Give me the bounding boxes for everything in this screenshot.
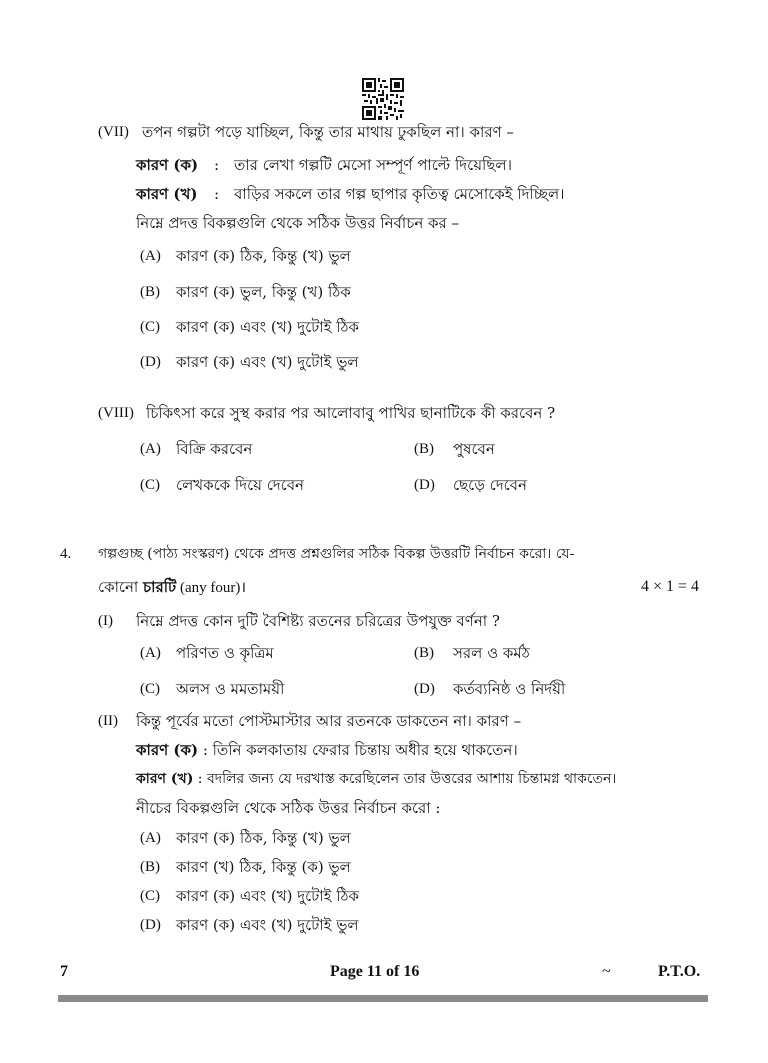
q4-sub1-option-a-label: (A): [140, 645, 161, 661]
q4-sub1-option-c-label: (C): [140, 681, 160, 697]
q4-sub1-option-b-text: সরল ও কর্মঠ: [453, 644, 530, 662]
q8-option-a-text: বিক্রি করবেন: [176, 440, 253, 458]
q8-option-c-label: (C): [140, 477, 160, 493]
q4-sub2-reason-2-label: কারণ (খ): [136, 771, 194, 787]
q4-line2-bold: চারটি: [143, 578, 177, 596]
q8-option-b-text: পুষবেন: [453, 440, 495, 458]
q4-sub2-reason-1-label: কারণ (ক): [136, 741, 199, 759]
question-4-number: 4.: [60, 546, 72, 562]
q4-sub2-reason-2: [136, 769, 616, 789]
question-8-number: (VIII): [98, 405, 134, 421]
paper-code: 7: [60, 963, 68, 980]
q4-sub1-option-b-label: (B): [414, 645, 434, 661]
q4-sub2-reason-2-text: : বদলির জন্য যে দরখাস্ত করেছিলেন তার উত্তরের আশায় চিন্তামগ্ন থাকতেন।: [197, 771, 617, 787]
q4-sub2-reason-1-text: : তিনি কলকাতায় ফেরার চিন্তায় অধীর হয়ে থাকতেন।: [202, 741, 518, 759]
footer-rule: [58, 995, 708, 1002]
qr-code-icon: [362, 78, 404, 120]
q4-sub2-option-d-label: (D): [140, 917, 161, 933]
question-4-marks: 4 × 1 = 4: [641, 578, 700, 595]
q4-sub1-text: নিম্নে প্রদত্ত কোন দুটি বৈশিষ্ট্য রতনের চরিত্রের উপযুক্ত বর্ণনা ?: [136, 612, 500, 630]
q7-option-d-text: কারণ (ক) এবং (খ) দুটোই ভুল: [176, 353, 359, 371]
q4-sub2-text: কিন্তু পূর্বের মতো পোস্টমাস্টার আর রতনকে ডাকতেন না। কারণ –: [136, 712, 522, 730]
footer-tilde: ~: [602, 963, 611, 980]
question-7-text: তপন গল্পটা পড়ে যাচ্ছিল, কিন্তু তার মাথায় ঢুকছিল না। কারণ –: [142, 123, 514, 141]
q8-option-a-label: (A): [140, 441, 161, 457]
question-8-text: চিকিৎসা করে সুস্থ করার পর আলোবাবু পাখির ছানাটিকে কী করবেন ?: [146, 404, 556, 422]
q4-sub2-option-c-text: কারণ (ক) এবং (খ) দুটোই ঠিক: [176, 887, 360, 905]
q4-line2-pre: কোনো: [98, 578, 144, 596]
q4-sub2-option-b-label: (B): [140, 859, 160, 875]
q8-option-b-label: (B): [414, 441, 434, 457]
q7-reason-2-sep: :: [214, 185, 220, 203]
q4-sub2-reason-1: [136, 740, 518, 760]
q4-sub1-number: (I): [98, 613, 113, 629]
q8-option-d-label: (D): [414, 477, 435, 493]
q4-sub2-option-b-text: কারণ (খ) ঠিক, কিন্তু (ক) ভুল: [176, 858, 351, 876]
q4-sub2-option-c-label: (C): [140, 888, 160, 904]
q7-reason-2-text: বাড়ির সকলে তার গল্প ছাপার কৃতিত্ব মেসোকেই দিচ্ছিল।: [234, 185, 565, 203]
q4-sub2-number: (II): [98, 713, 118, 729]
q4-line2-post: (any four)।: [176, 580, 247, 596]
q7-option-b-label: (B): [140, 284, 160, 300]
q7-option-c-text: কারণ (ক) এবং (খ) দুটোই ঠিক: [176, 318, 360, 336]
question-4-text-line2: [98, 577, 246, 598]
q7-reason-1-sep: :: [214, 156, 220, 174]
q7-reason-1-text: তার লেখা গল্পটি মেসো সম্পূর্ণ পাল্টে দিয়েছিল।: [234, 156, 512, 174]
q7-option-c-label: (C): [140, 319, 160, 335]
q4-sub1-option-c-text: অলস ও মমতাময়ী: [176, 680, 285, 698]
q7-option-d-label: (D): [140, 354, 161, 370]
q7-option-a-text: কারণ (ক) ঠিক, কিন্তু (খ) ভুল: [176, 247, 351, 265]
q4-sub1-option-d-text: কর্তব্যনিষ্ঠ ও নির্দয়ী: [453, 680, 566, 698]
q7-option-a-label: (A): [140, 248, 161, 264]
q7-reason-2-label: কারণ (খ): [136, 185, 198, 203]
q7-instruction: নিম্নে প্রদত্ত বিকল্পগুলি থেকে সঠিক উত্তর নির্বাচন কর –: [136, 214, 460, 232]
page-number: Page 11 of 16: [330, 963, 420, 980]
q7-reason-1-label: কারণ (ক): [136, 156, 199, 174]
q7-option-b-text: কারণ (ক) ভুল, কিন্তু (খ) ঠিক: [176, 283, 351, 301]
q4-sub2-option-a-label: (A): [140, 830, 161, 846]
question-4-text-line1: গল্পগুচ্ছ (পাঠ্য সংস্করণ) থেকে প্রদত্ত প্রশ্নগুলির সঠিক বিকল্প উত্তরটি নির্বাচন করো। যে-: [98, 546, 575, 562]
q4-sub1-option-d-label: (D): [414, 681, 435, 697]
q4-sub2-option-a-text: কারণ (ক) ঠিক, কিন্তু (খ) ভুল: [176, 829, 351, 847]
pto-label: P.T.O.: [658, 963, 701, 980]
q4-sub1-option-a-text: পরিণত ও কৃত্রিম: [176, 644, 274, 662]
q4-sub2-option-d-text: কারণ (ক) এবং (খ) দুটোই ভুল: [176, 916, 359, 934]
q4-sub2-instruction: নীচের বিকল্পগুলি থেকে সঠিক উত্তর নির্বাচন করো :: [136, 799, 441, 817]
q8-option-c-text: লেখককে দিয়ে দেবেন: [176, 476, 304, 494]
q8-option-d-text: ছেড়ে দেবেন: [453, 476, 527, 494]
question-7-number: (VII): [98, 124, 129, 140]
